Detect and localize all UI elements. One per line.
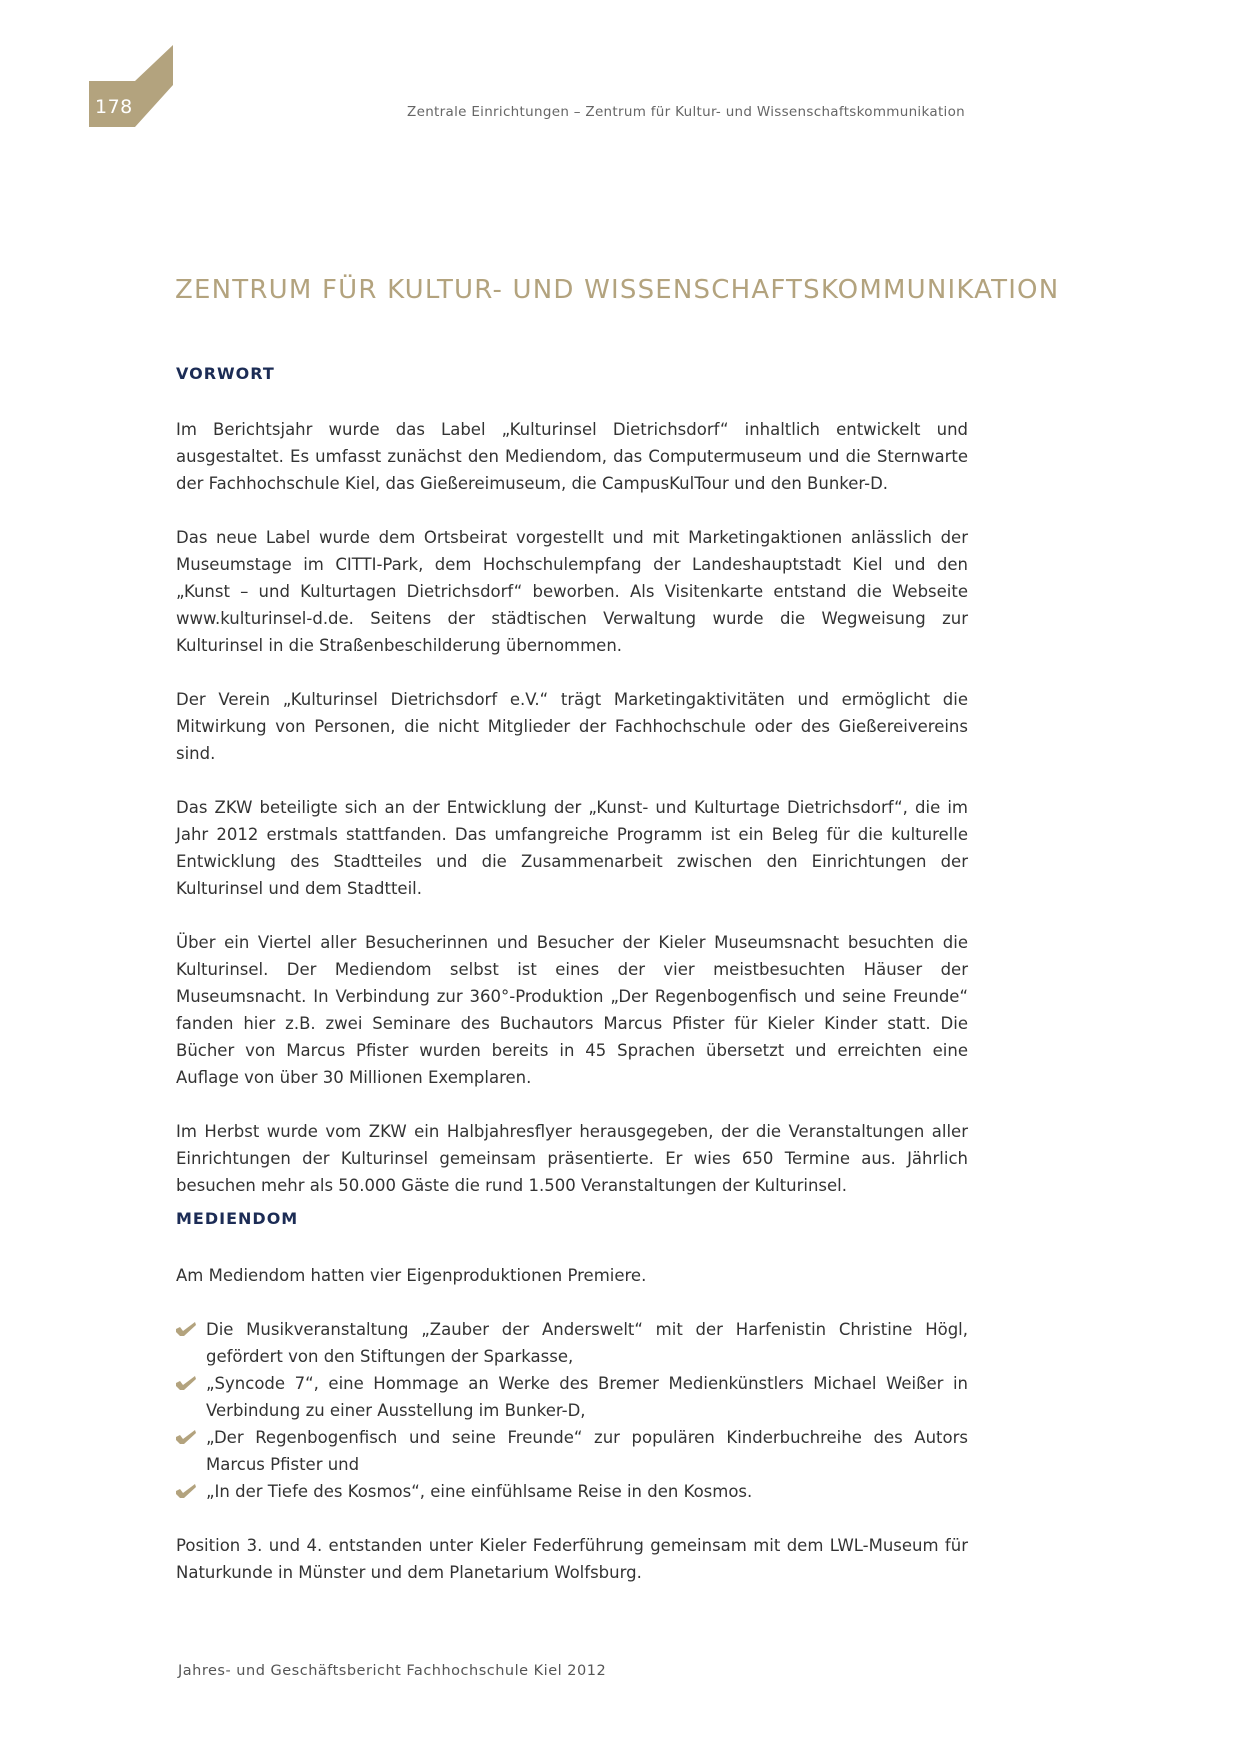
paragraph: Das neue Label wurde dem Ortsbeirat vorgestellt und mit Marketingaktionen anlässlich der Museumstage im CITTI-Park, dem Hochschulempfang der Landeshauptstadt Kiel und den „Kunst – und Kulturtagen Dietrichsdorf“ beworben. Als Visitenkarte entstand die Webseite www.kulturinsel-d.de. Seitens der städtischen Verwaltung wurde die Wegweisung zur Kulturinsel in die Straßenbeschilderung übernommen. xyxy=(176,528,968,655)
paragraph: Der Verein „Kulturinsel Dietrichsdorf e.V.“ trägt Marketingaktivitäten und ermöglicht die Mitwirkung von Personen, die nicht Mitglieder der Fachhochschule oder des Gießereivereins sind. xyxy=(176,690,968,763)
production-list xyxy=(176,1316,968,1505)
pencil-checkmark-icon xyxy=(176,1376,196,1390)
list-item-text: Die Musikveranstaltung „Zauber der Anderswelt“ mit der Harfenistin Christine Högl, gefördert von den Stiftungen der Sparkasse, xyxy=(206,1320,968,1366)
list-item xyxy=(176,1424,968,1478)
page-title: ZENTRUM FÜR KULTUR- UND WISSENSCHAFTSKOMMUNIKATION xyxy=(175,275,1060,305)
mediendom-closing: Position 3. und 4. entstanden unter Kieler Federführung gemeinsam mit dem LWL-Museum für Naturkunde in Münster und dem Planetarium Wolfsburg. xyxy=(176,1536,968,1582)
page-footer: Jahres- und Geschäftsbericht Fachhochschule Kiel 2012 xyxy=(178,1663,607,1679)
pencil-checkmark-icon xyxy=(176,1484,196,1498)
section-heading-mediendom: MEDIENDOM xyxy=(176,1209,299,1228)
list-item-text: „In der Tiefe des Kosmos“, eine einfühlsame Reise in den Kosmos. xyxy=(206,1482,753,1501)
mediendom-body xyxy=(176,1262,968,1613)
list-item xyxy=(176,1370,968,1424)
pencil-checkmark-icon xyxy=(176,1430,196,1444)
paragraph: Im Berichtsjahr wurde das Label „Kulturinsel Dietrichsdorf“ inhaltlich entwickelt und ausgestaltet. Es umfasst zunächst den Mediendom, das Computermuseum und die Sternwarte der Fachhochschule Kiel, das Gießereimuseum, die CampusKulTour und den Bunker-D. xyxy=(176,420,968,493)
pencil-checkmark-icon xyxy=(176,1322,196,1336)
mediendom-intro: Am Mediendom hatten vier Eigenproduktionen Premiere. xyxy=(176,1266,647,1285)
running-header: Zentrale Einrichtungen – Zentrum für Kultur- und Wissenschaftskommunikation xyxy=(407,104,965,120)
page-number: 178 xyxy=(95,96,133,118)
list-item xyxy=(176,1478,968,1505)
vorwort-body xyxy=(176,416,968,1226)
list-item-text: „Syncode 7“, eine Hommage an Werke des Bremer Medienkünstlers Michael Weißer in Verbindung zu einer Ausstellung im Bunker-D, xyxy=(206,1374,968,1420)
section-heading-vorwort: VORWORT xyxy=(176,364,275,383)
paragraph: Über ein Viertel aller Besucherinnen und Besucher der Kieler Museumsnacht besuchten die Kulturinsel. Der Mediendom selbst ist eines der vier meistbesuchten Häuser der Museumsnacht. In Verbindung zur 360°-Produktion „Der Regenbogenfisch und seine Freunde“ fanden hier z.B. zwei Seminare des Buchautors Marcus Pfister für Kieler Kinder statt. Die Bücher von Marcus Pfister wurden bereits in 45 Sprachen übersetzt und erreichten eine Auflage von über 30 Millionen Exemplaren. xyxy=(176,933,968,1087)
list-item-text: „Der Regenbogenfisch und seine Freunde“ zur populären Kinderbuchreihe des Autors Marcus Pfister und xyxy=(206,1428,968,1474)
paragraph: Das ZKW beteiligte sich an der Entwicklung der „Kunst- und Kulturtage Dietrichsdorf“, die im Jahr 2012 erstmals stattfanden. Das umfangreiche Programm ist ein Beleg für die kulturelle Entwicklung des Stadtteiles und die Zusammenarbeit zwischen den Einrichtungen der Kulturinsel und dem Stadtteil. xyxy=(176,798,968,898)
list-item xyxy=(176,1316,968,1370)
paragraph: Im Herbst wurde vom ZKW ein Halbjahresflyer herausgegeben, der die Veranstaltungen aller Einrichtungen der Kulturinsel gemeinsam präsentierte. Er wies 650 Termine aus. Jährlich besuchen mehr als 50.000 Gäste die rund 1.500 Veranstaltungen der Kulturinsel. xyxy=(176,1122,968,1195)
